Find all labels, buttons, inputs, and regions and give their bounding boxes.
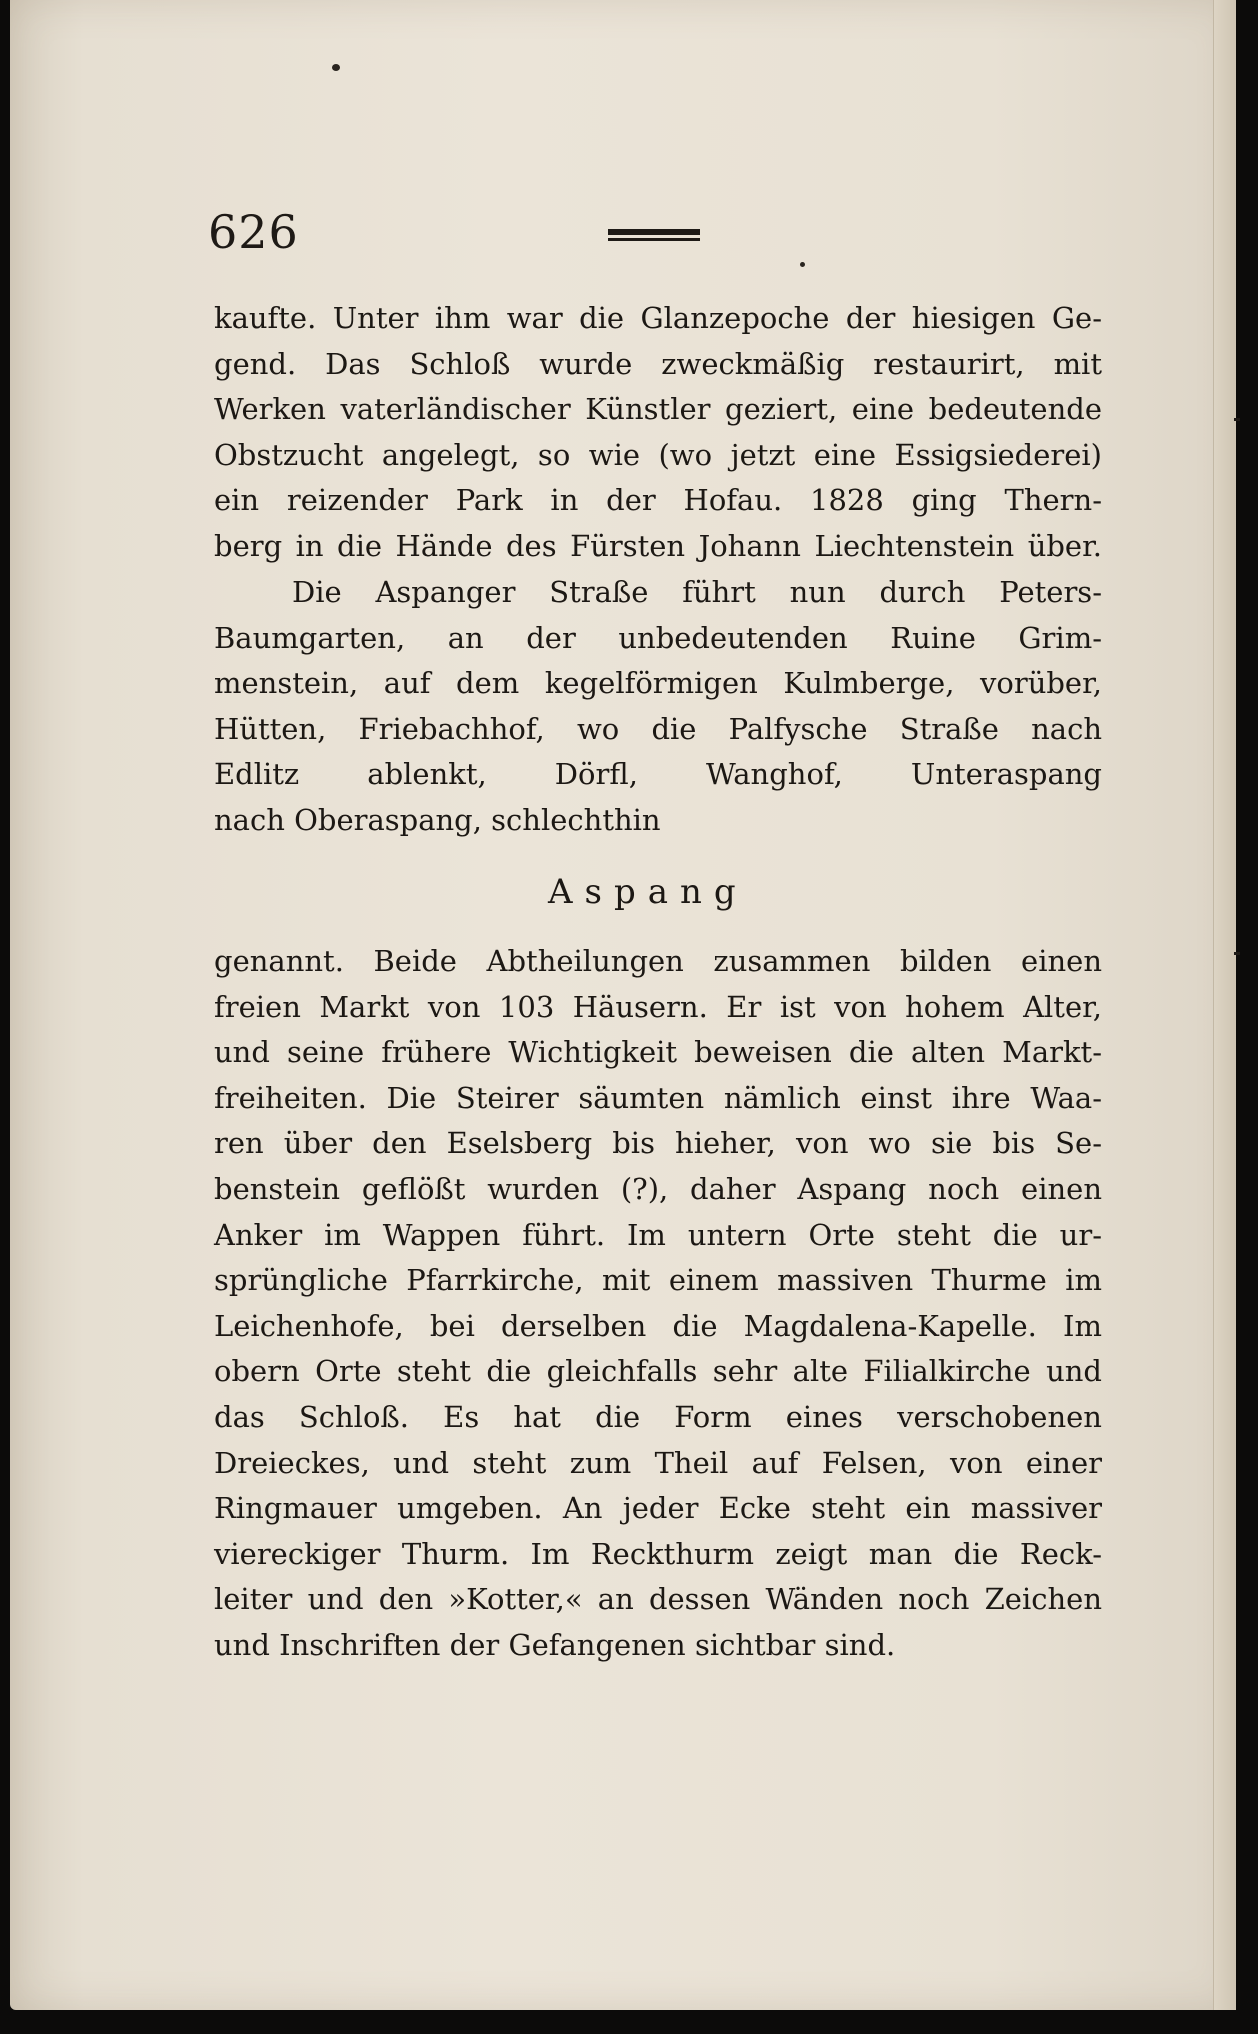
text-line: sprüngliche Pfarrkirche, mit einem massiven Thurme im xyxy=(214,1263,1102,1298)
text-line: menstein, auf dem kegelförmigen Kulmberge, vorüber, xyxy=(214,666,1102,701)
text-line: Werken vaterländischer Künstler geziert, eine bedeutende xyxy=(214,392,1102,427)
text-line: ein reizender Park in der Hofau. 1828 ging Thern- xyxy=(214,483,1102,518)
header-rule-thin xyxy=(608,238,700,241)
header-rule xyxy=(608,229,700,243)
text-line: Hütten, Friebachhof, wo die Palfysche Straße nach xyxy=(214,711,1102,746)
text-line: Baumgarten, an der unbedeutenden Ruine Grim- xyxy=(214,620,1102,655)
edge-mark xyxy=(1234,952,1240,955)
paragraph-1 xyxy=(214,296,1102,570)
section-heading: Aspang xyxy=(548,872,748,912)
text-line: das Schloß. Es hat die Form eines verschobenen xyxy=(214,1399,1102,1434)
text-line: und seine frühere Wichtigkeit beweisen die alten Markt- xyxy=(214,1035,1102,1070)
text-line: benstein geflößt wurden (?), daher Aspang noch einen xyxy=(214,1171,1102,1206)
text-line: gend. Das Schloß wurde zweckmäßig restaurirt, mit xyxy=(214,346,1102,381)
edge-mark xyxy=(1234,418,1240,421)
text-line: obern Orte steht die gleichfalls sehr alte Filialkirche und xyxy=(214,1354,1102,1389)
text-line: ren über den Eselsberg bis hieher, von wo sie bis Se- xyxy=(214,1126,1102,1161)
text-line: viereckiger Thurm. Im Reckthurm zeigt man die Reck- xyxy=(214,1536,1102,1571)
paragraph-2 xyxy=(214,570,1102,844)
text-line: Dreieckes, und steht zum Theil auf Felsen, von einer xyxy=(214,1445,1102,1480)
text-line: Anker im Wappen führt. Im untern Orte steht die ur- xyxy=(214,1217,1102,1252)
text-line: genannt. Beide Abtheilungen zusammen bilden einen xyxy=(214,944,1102,978)
text-line: Die Aspanger Straße führt nun durch Peters- xyxy=(292,575,1102,609)
page-number: 626 xyxy=(208,205,299,259)
header-rule-thick xyxy=(608,229,700,235)
ink-spot xyxy=(332,64,340,71)
text-line: leiter und den »Kotter,« an dessen Wänden noch Zeichen xyxy=(214,1582,1102,1617)
text-line: nach Oberaspang, schlechthin xyxy=(214,802,661,837)
text-line: Obstzucht angelegt, so wie (wo jetzt eine Essigsiederei) xyxy=(214,437,1102,472)
text-line: freien Markt von 103 Häusern. Er ist von hohem Alter, xyxy=(214,989,1102,1024)
text-line: berg in die Hände des Fürsten Johann Liechtenstein über. xyxy=(214,528,1102,563)
text-line: und Inschriften der Gefangenen sichtbar sind. xyxy=(214,1627,896,1662)
text-line: Edlitz ablenkt, Dörfl, Wanghof, Unteraspang xyxy=(214,757,1102,792)
text-line: Ringmauer umgeben. An jeder Ecke steht ein massiver xyxy=(214,1491,1102,1526)
text-line: freiheiten. Die Steirer säumten nämlich einst ihre Waa- xyxy=(214,1080,1102,1115)
page-edge xyxy=(1213,0,1236,2010)
text-line: kaufte. Unter ihm war die Glanzepoche der hiesigen Ge- xyxy=(214,301,1102,335)
ink-speck xyxy=(800,262,805,267)
paragraph-3 xyxy=(214,939,1102,1669)
text-line: Leichenhofe, bei derselben die Magdalena-Kapelle. Im xyxy=(214,1308,1102,1343)
